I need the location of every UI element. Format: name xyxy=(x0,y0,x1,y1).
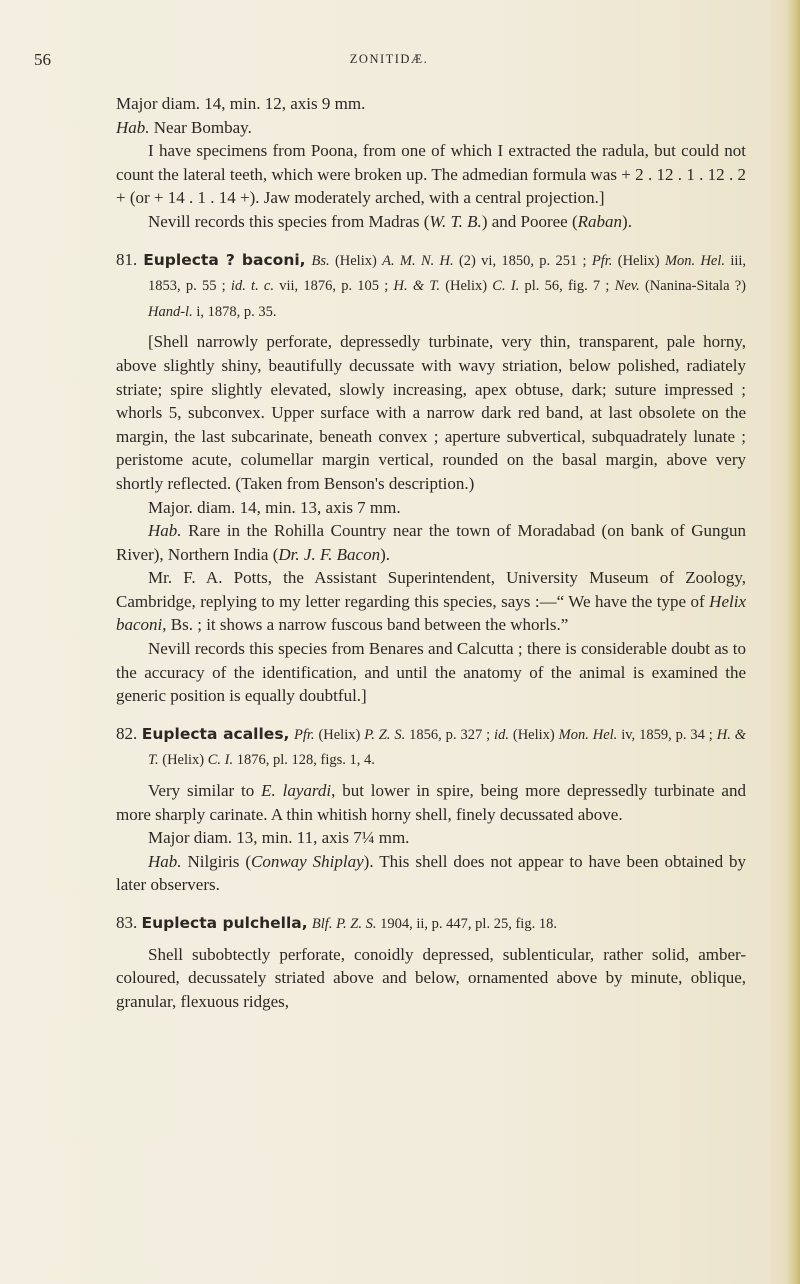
hab-label: Hab. xyxy=(148,851,182,871)
body-text xyxy=(116,92,746,1013)
species-references: Bs. (Helix) A. M. N. H. (2) vi, 1850, p. 251 ; Pfr. (Helix) Mon. Hel. iii, 1853, p. 55 ; id. t. c. vii, 1876, p. 105 ; H. & T. (Helix) C. I. pl. 56, fig. 7 ; Nev. (Nanina-Sitala ?) Hand-l. i, 1878, p. 35. xyxy=(148,252,747,320)
species-references: Blf. P. Z. S. 1904, ii, p. 447, pl. 25, fig. 18. xyxy=(311,916,557,932)
page-header xyxy=(34,50,744,72)
species-name: Euplecta ? baconi, xyxy=(143,250,306,269)
species-habitat: Hab. Rare in the Rohilla Country near the town of Moradabad (on bank of Gungun River), Northern India (Dr. J. F. Bacon). xyxy=(116,521,746,564)
species-entry-82 xyxy=(116,722,746,773)
species-number: 83. xyxy=(116,913,138,932)
prev-nevill-note: Nevill records this species from Madras (W. T. B.) and Pooree (Raban). xyxy=(148,211,632,231)
species-dimensions: Major. diam. 14, min. 13, axis 7 mm. xyxy=(148,497,401,517)
page-number: 56 xyxy=(34,50,51,69)
species-name: Euplecta acalles, xyxy=(141,724,290,743)
species-references: Pfr. (Helix) P. Z. S. 1856, p. 327 ; id. (Helix) Mon. Hel. iv, 1859, p. 34 ; H. & T. (Helix) C. I. 1876, pl. 128, figs. 1, 4. xyxy=(148,726,747,769)
prev-radula-note: I have specimens from Poona, from one of which I extracted the radula, but could not count the lateral teeth, which were broken up. The admedian formula was + 2 . 12 . 1 . 12 . 2 + (or + 14 . 1 . 14 +). Jaw moderately arched, with a central projection.] xyxy=(116,141,746,208)
running-head: ZONITIDÆ. xyxy=(349,52,429,66)
species-habitat: Hab. Nilgiris (Conway Shiplay). This shell does not appear to have been obtained by later observers. xyxy=(116,851,747,895)
species-nevill-note: Nevill records this species from Benares and Calcutta ; there is considerable doubt as to the accuracy of the identification, and until the anatomy of the animal is examined the generic position is equally doubtful.] xyxy=(116,639,746,706)
species-description: Very similar to E. layardi, but lower in spire, being more depressedly turbinate and more sharply carinate. A thin whitish horny shell, finely decussated above. xyxy=(116,781,746,824)
hab-label: Hab. xyxy=(116,117,150,137)
species-number: 82. xyxy=(116,723,138,743)
species-number: 81. xyxy=(116,249,138,269)
page-edge xyxy=(786,0,800,1284)
species-description: [Shell narrowly perforate, depressedly turbinate, very thin, transparent, pale horny, above slightly shiny, beautifully decussate with wavy striation, below polished, radiately striate; spire slightly elevated, slowly increasing, apex obtuse, dark; suture impressed ; whorls 5, subconvex. Upper surface with a narrow dark red band, at last obsolete on the margin, the last subcarinate, beneath convex ; aperture subvertical, subquadrately lunate ; peristome acute, columellar margin vertical, rounded on the basal margin, above very shortly reflected. (Taken from Benson's description.) xyxy=(116,332,746,493)
species-potts-note: Mr. F. A. Potts, the Assistant Superintendent, University Museum of Zoology, Cambridge, replying to my letter regarding this species, says :—“ We have the type of Helix baconi, Bs. ; it shows a narrow fuscous band between the whorls.” xyxy=(116,568,746,635)
hab-label: Hab. xyxy=(148,521,182,541)
species-name: Euplecta pulchella, xyxy=(141,914,308,932)
species-entry-83 xyxy=(116,911,746,937)
species-entry-81 xyxy=(116,248,746,325)
prev-habitat: Hab. Near Bombay. xyxy=(116,117,252,137)
species-dimensions: Major diam. 13, min. 11, axis 7¼ mm. xyxy=(148,828,410,848)
prev-dimensions: Major diam. 14, min. 12, axis 9 mm. xyxy=(116,94,366,113)
species-description: Shell subobtectly perforate, conoidly depressed, sublenticular, rather solid, amber-coloured, decussately striated above and below, ornamented above by minute, oblique, granular, flexuous ridges, xyxy=(116,944,746,1011)
